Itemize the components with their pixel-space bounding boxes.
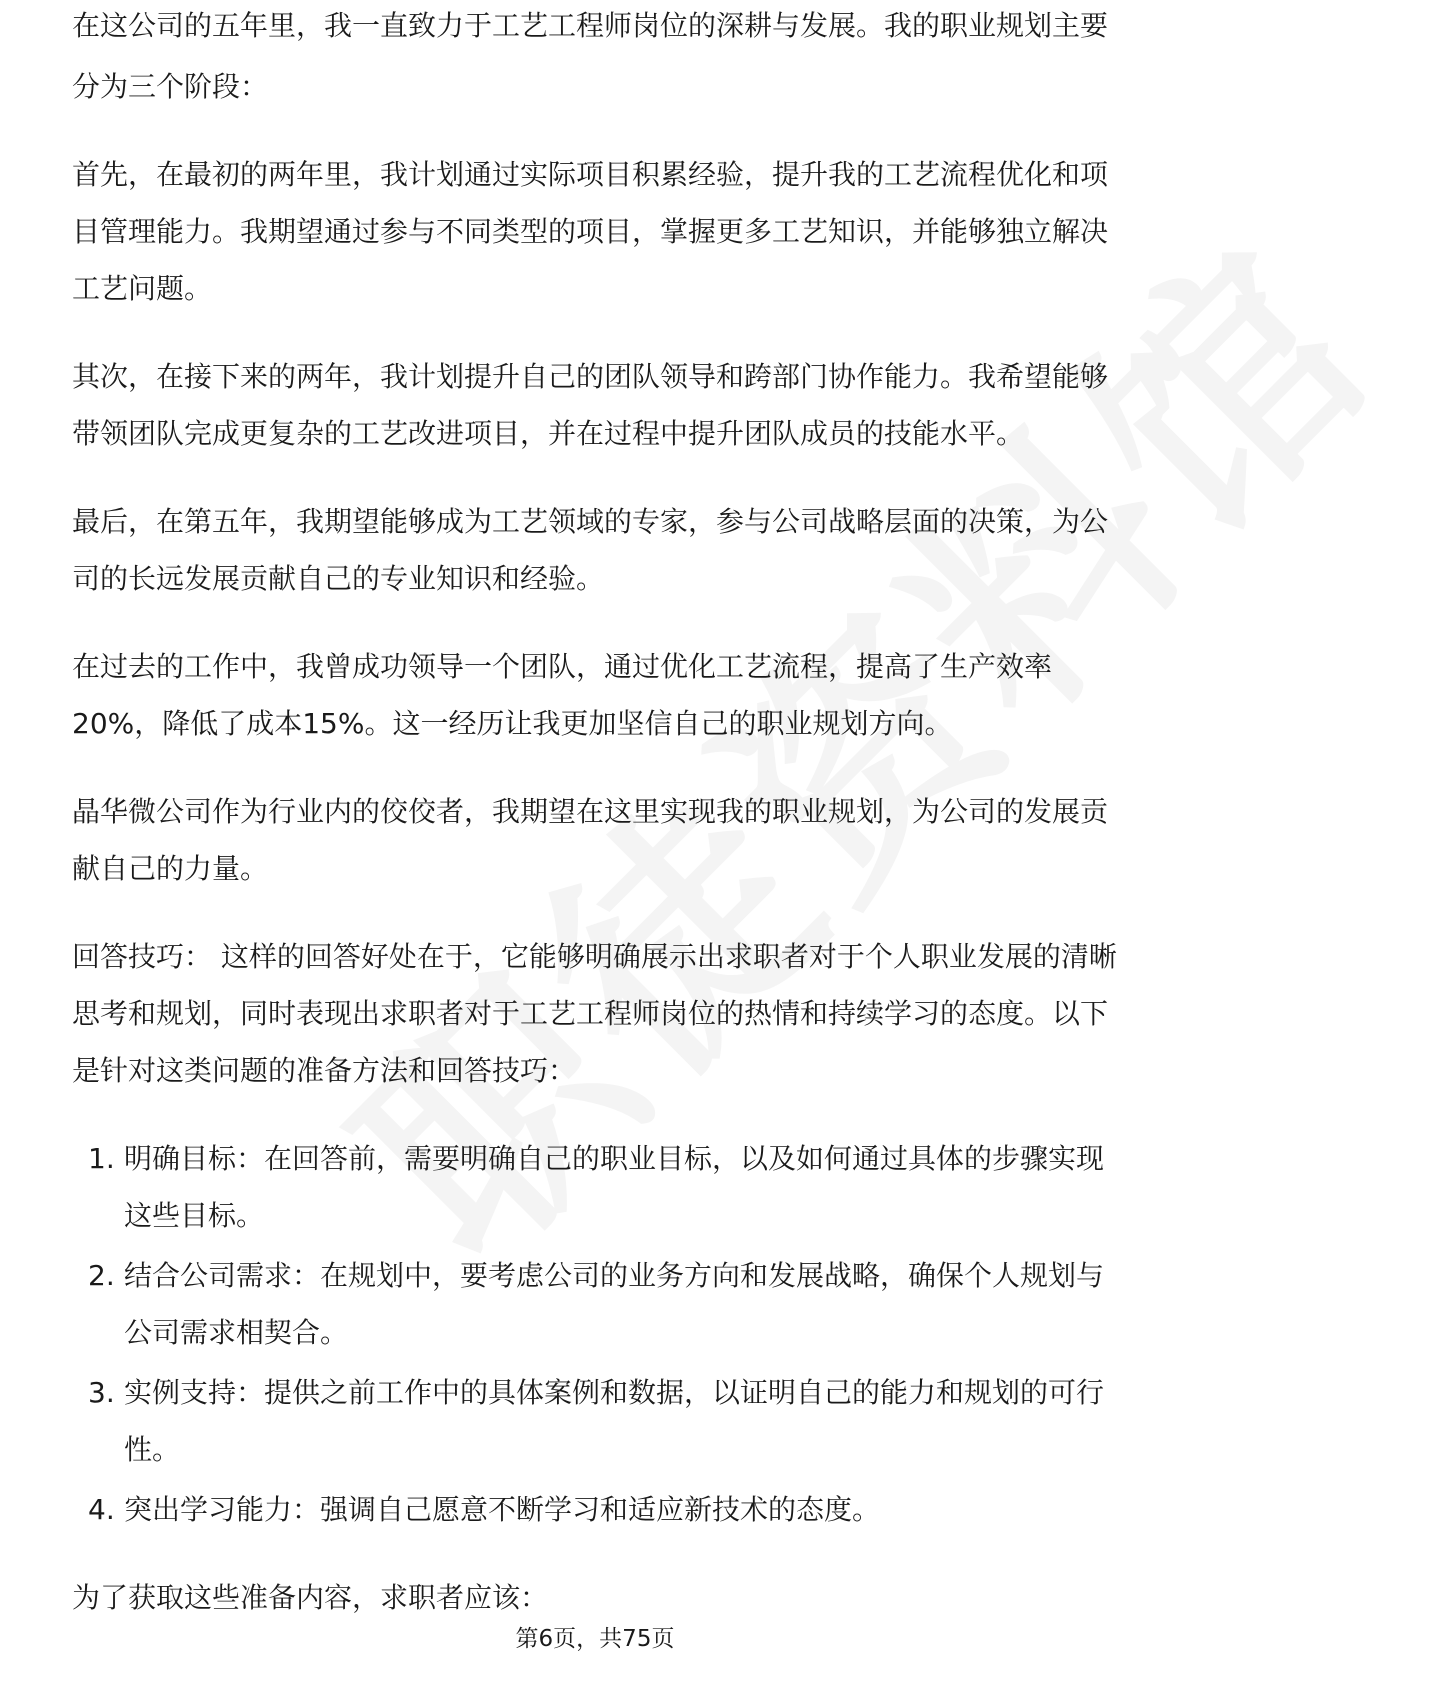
paragraph-closing: 为了获取这些准备内容，求职者应该： (72, 1581, 549, 1614)
list-item-text: 实例支持：提供之前工作中的具体案例和数据，以证明自己的能力和规划的可行性。 (124, 1376, 1105, 1466)
document-body (72, 9, 1122, 1657)
page-number-footer: 第6页，共75页 (515, 1626, 675, 1652)
tips-list (72, 1130, 1122, 1538)
list-item (72, 1130, 1122, 1244)
paragraph-answer-tips: 回答技巧： 这样的回答好处在于，它能够明确展示出求职者对于个人职业发展的清晰思考和规划，同时表现出求职者对于工艺工程师岗位的热情和持续学习的态度。以下是针对这类问题的准备方法和回答技巧： (72, 940, 1117, 1087)
paragraph-first-stage: 首先，在最初的两年里，我计划通过实际项目积累经验，提升我的工艺流程优化和项目管理能力。我期望通过参与不同类型的项目，掌握更多工艺知识，并能够独立解决工艺问题。 (72, 158, 1109, 305)
list-item-text: 明确目标：在回答前，需要明确自己的职业目标，以及如何通过具体的步骤实现这些目标。 (124, 1142, 1105, 1232)
list-item (72, 1481, 1122, 1538)
paragraph-second-stage: 其次，在接下来的两年，我计划提升自己的团队领导和跨部门协作能力。我希望能够带领团队完成更复杂的工艺改进项目，并在过程中提升团队成员的技能水平。 (72, 360, 1109, 450)
list-item (72, 1364, 1122, 1478)
paragraph-company-goal: 晶华微公司作为行业内的佼佼者，我期望在这里实现我的职业规划，为公司的发展贡献自己的力量。 (72, 795, 1109, 885)
list-item-number: 1. (88, 1142, 115, 1175)
paragraph-intro-tail: 分为三个阶段： (72, 70, 269, 103)
top-cut-line-text: 在这公司的五年里，我一直致力于工艺工程师岗位的深耕与发展。我的职业规划主要 (72, 9, 1109, 42)
list-item-text: 突出学习能力：强调自己愿意不断学习和适应新技术的态度。 (124, 1493, 881, 1526)
top-cut-line (72, 9, 1122, 54)
list-item-text: 结合公司需求：在规划中，要考虑公司的业务方向和发展战略，确保个人规划与公司需求相契合。 (124, 1259, 1105, 1349)
paragraph-past-experience: 在过去的工作中，我曾成功领导一个团队，通过优化工艺流程，提高了生产效率20%，降低了成本15%。这一经历让我更加坚信自己的职业规划方向。 (72, 650, 1053, 740)
list-item-number: 2. (88, 1259, 115, 1292)
list-item (72, 1247, 1122, 1361)
list-item-number: 3. (88, 1376, 115, 1409)
paragraph-third-stage: 最后，在第五年，我期望能够成为工艺领域的专家，参与公司战略层面的决策，为公司的长远发展贡献自己的专业知识和经验。 (72, 505, 1109, 595)
list-item-number: 4. (88, 1493, 115, 1526)
